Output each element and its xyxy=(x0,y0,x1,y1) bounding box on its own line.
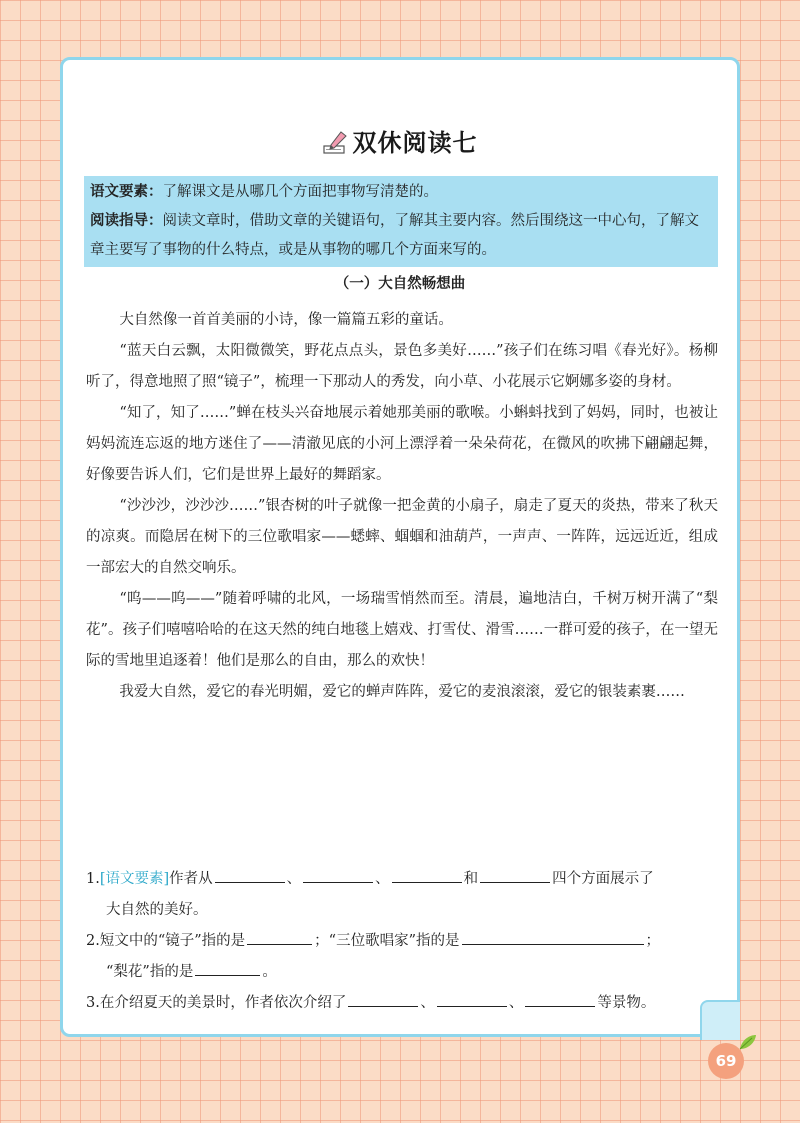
paragraph: “沙沙沙，沙沙沙……”银杏树的叶子就像一把金黄的小扇子，扇走了夏天的炎热，带来了秋天的凉爽。而隐居在树下的三位歌唱家——蟋蟀、蝈蝈和油葫芦，一声声、一阵阵，远远近近，组成一部宏大的自然交响乐。 xyxy=(86,498,718,576)
question-1 xyxy=(86,864,718,926)
answer-blank[interactable] xyxy=(437,988,507,1007)
question-text: 、 xyxy=(375,871,390,887)
paragraph: 我爱大自然，爱它的春光明媚，爱它的蝉声阵阵，爱它的麦浪滚滚，爱它的银装素裹…… xyxy=(119,684,685,700)
leaf-icon xyxy=(738,1033,758,1051)
question-2-continuation xyxy=(86,957,718,988)
paragraph: 大自然像一首首美丽的小诗，像一篇篇五彩的童话。 xyxy=(119,312,453,328)
question-text: 短文中的“镜子”指的是 xyxy=(99,933,246,949)
question-text: 在介绍夏天的美景时，作者依次介绍了 xyxy=(99,995,347,1011)
question-text: 、 xyxy=(420,995,435,1011)
question-text: ；“三位歌唱家”指的是 xyxy=(314,933,460,949)
question-number: 2. xyxy=(86,933,100,949)
question-text: ； xyxy=(645,933,660,949)
answer-blank[interactable] xyxy=(247,926,312,945)
paragraph: “呜——呜——”随着呼啸的北风，一场瑞雪悄然而至。清晨，遍地洁白，千树万树开满了“梨花”。孩子们嘻嘻哈哈的在这天然的纯白地毯上嬉戏、打雪仗、滑雪……一群可爱的孩子，在一望无际的雪地里追逐着！他们是那么的自由，那么的欢快！ xyxy=(86,591,718,669)
question-text: 。 xyxy=(262,964,277,980)
reading-guide-line: 阅读指导：阅读文章时，借助文章的关键语句，了解其主要内容。然后围绕这一中心句，了解文章主要写了事物的什么特点，或是从事物的哪几个方面来写的。 xyxy=(90,213,699,258)
question-number: 1. xyxy=(86,871,100,887)
chinese-element-tag: [语文要素] xyxy=(99,871,170,887)
question-2 xyxy=(86,926,718,988)
answer-blank[interactable] xyxy=(462,926,644,945)
question-text: 四个方面展示了 xyxy=(552,871,654,887)
question-3 xyxy=(86,988,718,1019)
paragraph: “知了，知了……”蝉在枝头兴奋地展示着她那美丽的歌喉。小蝌蚪找到了妈妈，同时，也被让妈妈流连忘返的地方迷住了——清澈见底的小河上漂浮着一朵朵荷花，在微风的吹拂下翩翩起舞，好像要告诉人们，它们是世界上最好的舞蹈家。 xyxy=(86,405,718,483)
page-number: 69 xyxy=(708,1043,744,1079)
question-text: 等景物。 xyxy=(597,995,656,1011)
answer-blank[interactable] xyxy=(215,864,285,883)
answer-blank[interactable] xyxy=(348,988,418,1007)
reading-guide-label: 阅读指导 xyxy=(90,213,148,229)
pencil-paper-icon xyxy=(323,131,349,155)
chinese-element-line: 语文要素：了解课文是从哪几个方面把事物写清楚的。 xyxy=(90,184,438,200)
answer-blank[interactable] xyxy=(195,957,260,976)
page-title-text: 双休阅读七 xyxy=(352,129,478,157)
reading-guide-text: 阅读文章时，借助文章的关键语句，了解其主要内容。然后围绕这一中心句，了解文章主要写了事物的什么特点，或是从事物的哪几个方面来写的。 xyxy=(90,213,699,258)
chinese-element-text: 了解课文是从哪几个方面把事物写清楚的。 xyxy=(162,184,438,200)
reading-guide-box xyxy=(84,176,718,267)
question-text: 大自然的美好。 xyxy=(106,902,208,918)
chinese-element-label: 语文要素 xyxy=(90,184,148,200)
question-text: 作者从 xyxy=(169,871,213,887)
passage xyxy=(86,305,718,708)
section-title: （一）大自然畅想曲 xyxy=(334,276,466,292)
question-text: 和 xyxy=(463,871,479,887)
question-text: 、 xyxy=(508,995,524,1011)
paragraph: “蓝天白云飘，太阳微微笑，野花点点头，景色多美好……”孩子们在练习唱《春光好》。杨柳听了，得意地照了照“镜子”，梳理一下那动人的秀发，向小草、小花展示它婀娜多姿的身材。 xyxy=(86,343,718,390)
answer-blank[interactable] xyxy=(392,864,462,883)
questions xyxy=(86,864,718,1019)
question-text: “梨花”指的是 xyxy=(106,964,194,980)
question-number: 3. xyxy=(86,995,100,1011)
answer-blank[interactable] xyxy=(480,864,550,883)
page-title xyxy=(0,123,800,158)
answer-blank[interactable] xyxy=(303,864,373,883)
question-text: 、 xyxy=(286,871,302,887)
answer-blank[interactable] xyxy=(525,988,595,1007)
